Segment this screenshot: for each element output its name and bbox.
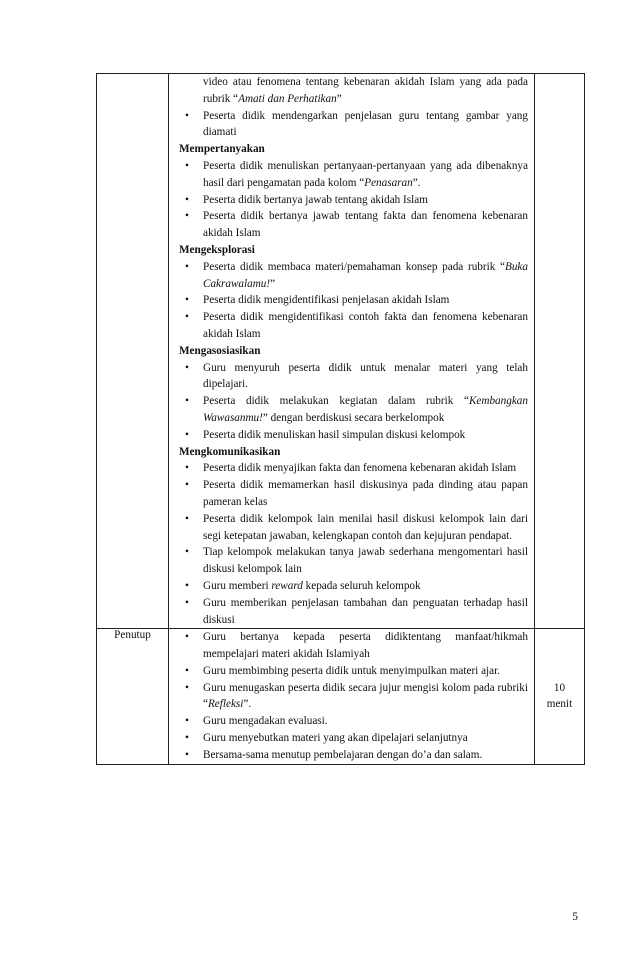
text-span: ”. bbox=[412, 176, 421, 189]
italic-text: Penasaran bbox=[364, 176, 413, 189]
time-cell bbox=[535, 74, 585, 629]
text-span: Bersama-sama menutup pembelajaran dengan do’a dan salam. bbox=[203, 748, 483, 761]
text-span: Guru menyuruh peserta didik untuk menalar materi yang telah dipelajari. bbox=[203, 361, 528, 391]
text-span: Peserta didik kelompok lain menilai hasil diskusi kelompok lain dari segi ketepatan jawaban, kelengkapan contoh dan kejujuran pendapat. bbox=[203, 512, 528, 542]
lesson-activity-table bbox=[96, 73, 585, 765]
italic-text: Amati dan Perhatikan bbox=[238, 92, 337, 105]
text-span: Peserta didik menuliskan pertanyaan-pertanyaan yang ada dibenaknya hasil dari pengamatan pada kolom “ bbox=[203, 159, 528, 189]
italic-text: Refleksi bbox=[207, 698, 244, 711]
text-span: Peserta didik bertanya jawab tentang akidah Islam bbox=[203, 193, 428, 206]
table-row-core-activities bbox=[97, 74, 585, 629]
text-span: ” bbox=[270, 277, 276, 290]
text-span: Peserta didik mendengarkan penjelasan guru tentang gambar yang diamati bbox=[203, 109, 528, 139]
text-span: Guru membimbing peserta didik untuk menyimpulkan materi ajar. bbox=[203, 664, 501, 677]
activity-cell bbox=[169, 629, 535, 764]
list-item bbox=[179, 544, 528, 578]
time-value: 10 bbox=[553, 682, 566, 695]
phase-cell-penutup: Penutup bbox=[97, 629, 169, 764]
list-item bbox=[179, 713, 528, 730]
text-span: Peserta didik mengidentifikasi penjelasan akidah Islam bbox=[203, 294, 450, 307]
text-span: ” dengan berdiskusi secara berkelompok bbox=[262, 411, 445, 424]
list-item bbox=[179, 208, 528, 242]
section-heading: Mengkomunikasikan bbox=[179, 445, 281, 458]
text-span: Tiap kelompok melakukan tanya jawab sederhana mengomentari hasil diskusi kelompok lain bbox=[203, 546, 528, 576]
page-number: 5 bbox=[572, 911, 578, 923]
activity-list bbox=[169, 629, 534, 763]
text-span: Guru menyebutkan materi yang akan dipelajari selanjutnya bbox=[203, 732, 468, 745]
list-item-continuation bbox=[179, 74, 528, 108]
text-span: Peserta didik bertanya jawab tentang fakta dan fenomena kebenaran akidah Islam bbox=[203, 210, 528, 240]
list-item bbox=[179, 747, 528, 764]
activity-items bbox=[179, 74, 528, 628]
table-row-closing bbox=[97, 629, 585, 764]
list-item bbox=[179, 360, 528, 394]
list-item bbox=[179, 578, 528, 595]
time-unit: menit bbox=[546, 698, 573, 711]
text-span: Guru bertanya kepada peserta didiktentang manfaat/hikmah mempelajari materi akidah Islamiyah bbox=[203, 631, 528, 661]
section-heading: Mempertanyakan bbox=[179, 143, 265, 156]
list-item bbox=[179, 511, 528, 545]
text-span: Peserta didik menyajikan fakta dan fenomena kebenaran akidah Islam bbox=[203, 462, 517, 475]
list-item bbox=[179, 595, 528, 629]
italic-text: reward bbox=[271, 579, 303, 592]
list-item bbox=[179, 292, 528, 309]
text-span: ” bbox=[336, 92, 342, 105]
text-span: ”. bbox=[243, 698, 252, 711]
text-span: Guru memberi bbox=[203, 579, 272, 592]
text-span: Guru mengadakan evaluasi. bbox=[203, 715, 328, 728]
text-span: Guru menugaskan peserta didik secara jujur mengisi kolom pada rubriki “ bbox=[203, 681, 528, 711]
list-item bbox=[179, 663, 528, 680]
list-item bbox=[179, 427, 528, 444]
list-item bbox=[179, 680, 528, 714]
text-span: Peserta didik membaca materi/pemahaman konsep pada rubrik “ bbox=[203, 260, 505, 273]
section-heading: Mengasosiasikan bbox=[179, 344, 261, 357]
list-item bbox=[179, 477, 528, 511]
list-item bbox=[179, 730, 528, 747]
text-span: Peserta didik mengidentifikasi contoh fakta dan fenomena kebenaran akidah Islam bbox=[203, 311, 528, 340]
activity-list bbox=[169, 74, 534, 628]
time-cell bbox=[535, 629, 585, 764]
activity-cell bbox=[169, 74, 535, 629]
list-item bbox=[179, 259, 528, 293]
list-item bbox=[179, 629, 528, 663]
italic-text: Buka Cakrawalamu! bbox=[203, 260, 528, 290]
text-span: kepada seluruh kelompok bbox=[302, 579, 421, 592]
list-item bbox=[179, 192, 528, 209]
italic-text: Kembangkan Wawasanmu! bbox=[203, 395, 528, 424]
activity-items bbox=[179, 629, 528, 763]
list-item bbox=[179, 393, 528, 427]
text-span: Peserta didik melakukan kegiatan dalam rubrik “ bbox=[203, 395, 469, 408]
phase-cell bbox=[97, 74, 169, 629]
text-span: Peserta didik menuliskan hasil simpulan diskusi kelompok bbox=[203, 428, 466, 441]
list-item bbox=[179, 108, 528, 142]
list-item bbox=[179, 460, 528, 477]
text-span: video atau fenomena tentang kebenaran akidah Islam yang ada pada rubrik “ bbox=[203, 76, 528, 105]
list-item bbox=[179, 158, 528, 192]
section-heading: Mengeksplorasi bbox=[179, 243, 255, 256]
text-span: Peserta didik memamerkan hasil diskusinya pada dinding atau papan pameran kelas bbox=[203, 479, 528, 508]
list-item bbox=[179, 309, 528, 343]
text-span: Guru memberikan penjelasan tambahan dan penguatan terhadap hasil diskusi bbox=[203, 596, 528, 626]
